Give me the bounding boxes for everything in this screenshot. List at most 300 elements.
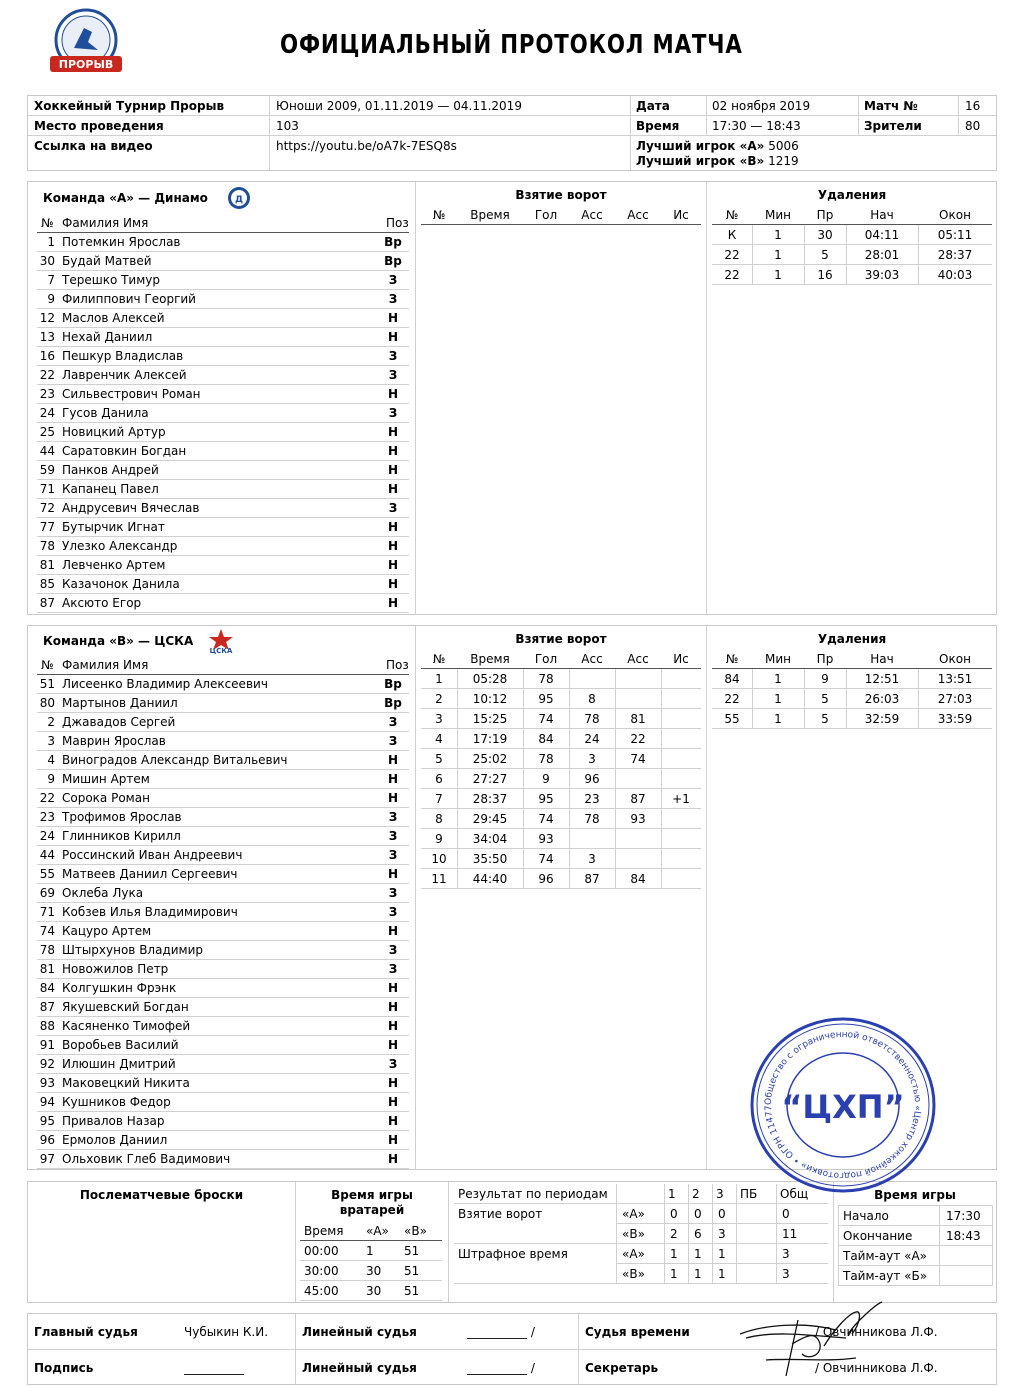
player-row <box>37 903 409 922</box>
cell-divider <box>615 729 616 748</box>
player-number: 59 <box>39 463 55 477</box>
player-position: З <box>388 848 398 862</box>
player-position: З <box>388 829 398 843</box>
player-number: 4 <box>47 753 55 767</box>
player-name: Касяненко Тимофей <box>62 1019 191 1033</box>
penalty-cell: 1 <box>774 712 782 726</box>
goal-cell: 6 <box>435 772 443 786</box>
cell-divider <box>615 849 616 868</box>
player-row <box>37 290 409 309</box>
player-name: Сорока Роман <box>62 791 150 805</box>
cell-divider <box>661 729 662 748</box>
goalie-time-cell: 51 <box>404 1244 420 1258</box>
goal-row <box>421 749 701 769</box>
player-name: Мартынов Даниил <box>62 696 178 710</box>
cell-divider <box>661 669 662 688</box>
player-row <box>37 1093 409 1112</box>
player-number: 71 <box>39 482 55 496</box>
penalty-cell: 16 <box>817 268 833 282</box>
cell-divider <box>846 669 847 688</box>
team-a-col-num: № <box>41 216 54 230</box>
goal-cell: 74 <box>630 752 646 766</box>
goal-cell: 74 <box>538 712 554 726</box>
player-position: Н <box>387 867 399 881</box>
player-number: 78 <box>39 943 55 957</box>
penalties-column-header: Мин <box>765 652 791 666</box>
best-player-b-value: 1219 <box>768 154 799 168</box>
player-position: З <box>388 273 398 287</box>
player-name: Новицкий Артур <box>62 425 166 439</box>
player-position: Н <box>387 1038 399 1052</box>
cell-divider <box>457 849 458 868</box>
player-position: Н <box>387 444 399 458</box>
goals-column-header: Ис <box>673 652 689 666</box>
player-row <box>37 442 409 461</box>
goal-row <box>421 689 701 709</box>
player-row <box>37 499 409 518</box>
player-name: Маслов Алексей <box>62 311 165 325</box>
player-number: 97 <box>39 1152 55 1166</box>
goals-column-header: Асс <box>627 208 649 222</box>
cell-divider <box>457 829 458 848</box>
player-row <box>37 1131 409 1150</box>
team-b-title: Команда «В» — ЦСКА <box>43 634 194 648</box>
goal-cell: 78 <box>538 752 554 766</box>
player-position: Н <box>387 1019 399 1033</box>
period-value: 6 <box>694 1227 702 1241</box>
player-number: 7 <box>47 273 55 287</box>
cell-divider <box>569 789 570 808</box>
player-number: 93 <box>39 1076 55 1090</box>
cell-divider <box>615 829 616 848</box>
player-row <box>37 1055 409 1074</box>
line-referee-1-value: __________ / <box>467 1325 535 1339</box>
player-position: З <box>388 368 398 382</box>
cell-divider <box>523 729 524 748</box>
player-row <box>37 713 409 732</box>
best-player-b-label: Лучший игрок «В» <box>636 154 765 168</box>
timekeeper-label: Судья времени <box>585 1325 690 1339</box>
cell-divider <box>918 245 919 264</box>
player-number: 91 <box>39 1038 55 1052</box>
cell-divider <box>523 809 524 828</box>
player-number: 92 <box>39 1057 55 1071</box>
player-name: Бутырчик Игнат <box>62 520 165 534</box>
cell-divider <box>804 709 805 728</box>
player-position: Н <box>387 1095 399 1109</box>
player-row <box>37 575 409 594</box>
player-name: Матвеев Даниил Сергеевич <box>62 867 238 881</box>
team-a-col-name: Фамилия Имя <box>62 216 149 230</box>
player-number: 9 <box>47 292 55 306</box>
goalie-time-cell: 51 <box>404 1264 420 1278</box>
column-divider <box>776 1184 777 1284</box>
goal-cell: 29:45 <box>472 812 508 826</box>
player-name: Якушевский Богдан <box>62 1000 189 1014</box>
cell-divider <box>846 245 847 264</box>
penalty-cell: 1 <box>774 228 782 242</box>
goal-row <box>421 829 701 849</box>
player-row <box>37 770 409 789</box>
player-row <box>37 751 409 770</box>
head-referee-label: Главный судья <box>34 1325 138 1339</box>
secretary-label: Секретарь <box>585 1361 659 1375</box>
goal-cell: 9 <box>435 832 443 846</box>
player-row <box>37 846 409 865</box>
penalty-row <box>712 245 992 265</box>
goal-cell: 93 <box>630 812 646 826</box>
cell-divider <box>615 869 616 888</box>
penalties-column-header: Нач <box>870 652 894 666</box>
team-b-col-name: Фамилия Имя <box>62 658 149 672</box>
cell-divider <box>752 225 753 244</box>
periods-pim-label: Штрафное время <box>458 1247 568 1261</box>
goal-row <box>421 869 701 889</box>
cell-divider <box>661 709 662 728</box>
goal-cell: 95 <box>538 792 554 806</box>
tournament-logo <box>44 8 128 78</box>
player-name: Джавадов Сергей <box>62 715 176 729</box>
player-row <box>37 366 409 385</box>
player-position: З <box>388 810 398 824</box>
player-name: Нехай Даниил <box>62 330 153 344</box>
player-position: Вр <box>384 677 402 691</box>
player-position: З <box>388 886 398 900</box>
team-b-penalties-title: Удаления <box>817 632 887 646</box>
penalties-header-row <box>712 649 992 669</box>
penalty-cell: К <box>727 228 737 242</box>
goal-row <box>421 769 701 789</box>
period-team-tag: «В» <box>622 1227 645 1241</box>
player-row <box>37 233 409 252</box>
player-name: Ольховик Глеб Вадимович <box>62 1152 231 1166</box>
penalty-cell: 55 <box>724 712 740 726</box>
cell-divider <box>457 789 458 808</box>
goals-column-header: № <box>432 652 446 666</box>
penalties-header-row <box>712 205 992 225</box>
venue-value: 103 <box>276 119 299 133</box>
team-a-col-pos: Поз <box>386 216 409 230</box>
player-position: Вр <box>384 254 402 268</box>
head-referee-value: Чубыкин К.И. <box>184 1325 269 1339</box>
goalie-time-cell: 30:00 <box>304 1264 339 1278</box>
player-name: Филиппович Георгий <box>62 292 196 306</box>
player-row <box>37 537 409 556</box>
video-link[interactable]: https://youtu.be/oA7k-7ESQ8s <box>276 139 457 153</box>
goal-row <box>421 709 701 729</box>
player-number: 23 <box>39 810 55 824</box>
penalties-column-header: Нач <box>870 208 894 222</box>
period-value: 1 <box>670 1267 678 1281</box>
column-divider <box>664 1184 665 1284</box>
goal-cell: 96 <box>538 872 554 886</box>
cell-divider <box>661 689 662 708</box>
player-name: Гусов Данила <box>62 406 149 420</box>
period-value: 1 <box>670 1247 678 1261</box>
goal-cell: +1 <box>672 792 690 806</box>
svg-text:Д: Д <box>234 195 244 205</box>
player-row <box>37 732 409 751</box>
player-number: 71 <box>39 905 55 919</box>
column-divider <box>688 1184 689 1284</box>
player-position: Н <box>387 520 399 534</box>
page-title: ОФИЦИАЛЬНЫЙ ПРОТОКОЛ МАТЧА <box>280 30 743 60</box>
goal-cell: 10:12 <box>472 692 508 706</box>
player-name: Привалов Назар <box>62 1114 165 1128</box>
player-name: Левченко Артем <box>62 558 166 572</box>
cell-divider <box>457 729 458 748</box>
goals-column-header: Асс <box>581 208 603 222</box>
penalty-cell: 32:59 <box>864 712 900 726</box>
cell-divider <box>661 789 662 808</box>
cell-divider <box>661 829 662 848</box>
cell-divider <box>846 265 847 284</box>
cell-divider <box>615 669 616 688</box>
player-name: Аксюто Егор <box>62 596 142 610</box>
player-name: Маковецкий Никита <box>62 1076 190 1090</box>
penalties-column-header: Пр <box>816 208 834 222</box>
goal-cell: 44:40 <box>472 872 508 886</box>
player-number: 24 <box>39 406 55 420</box>
svg-text:ЦСКА: ЦСКА <box>209 647 233 654</box>
penalty-row <box>712 225 992 245</box>
player-row <box>37 556 409 575</box>
player-number: 85 <box>39 577 55 591</box>
timekeeper-value: / Овчинникова Л.Ф. <box>815 1325 938 1339</box>
player-name: Воробьев Василий <box>62 1038 179 1052</box>
player-row <box>37 347 409 366</box>
player-name: Капанец Павел <box>62 482 159 496</box>
goal-cell: 17:19 <box>472 732 508 746</box>
player-position: Н <box>387 539 399 553</box>
player-row <box>37 404 409 423</box>
goalie-time-column-header: «В» <box>404 1224 427 1238</box>
line-referee-2-label: Линейный судья <box>302 1361 417 1375</box>
player-position: Н <box>387 577 399 591</box>
player-position: Н <box>387 1114 399 1128</box>
team-b-col-num: № <box>41 658 54 672</box>
period-value: 1 <box>718 1267 726 1281</box>
match-number-value: 16 <box>965 99 981 113</box>
cell-divider <box>804 225 805 244</box>
player-position: Н <box>387 558 399 572</box>
cell-divider <box>523 849 524 868</box>
cell-divider <box>523 749 524 768</box>
match-number-label: Матч № <box>864 99 918 113</box>
player-number: 23 <box>39 387 55 401</box>
penalty-cell: 1 <box>774 248 782 262</box>
player-row <box>37 675 409 694</box>
goal-row <box>421 669 701 689</box>
goal-cell: 93 <box>538 832 554 846</box>
cell-divider <box>569 869 570 888</box>
player-row <box>37 922 409 941</box>
player-position: З <box>388 962 398 976</box>
player-row <box>37 423 409 442</box>
cell-divider <box>615 789 616 808</box>
best-player-a-label: Лучший игрок «А» <box>636 139 765 153</box>
cell-divider <box>457 769 458 788</box>
goalie-time-cell: 30 <box>366 1264 382 1278</box>
end-label: Окончание <box>843 1229 913 1243</box>
player-number: 74 <box>39 924 55 938</box>
periods-goals-label: Взятие ворот <box>458 1207 543 1221</box>
goal-cell: 8 <box>588 692 596 706</box>
player-name: Сильвестрович Роман <box>62 387 201 401</box>
goals-header-row <box>421 205 701 225</box>
goal-cell: 87 <box>584 872 600 886</box>
period-column-header: 2 <box>692 1187 700 1201</box>
player-name: Колгушкин Фрэнк <box>62 981 177 995</box>
timeout-b-label: Тайм-аут «Б» <box>843 1269 928 1283</box>
player-name: Лавренчик Алексей <box>62 368 187 382</box>
player-row <box>37 1150 409 1169</box>
cell-divider <box>457 669 458 688</box>
goal-cell: 96 <box>584 772 600 786</box>
player-name: Кацуро Артем <box>62 924 152 938</box>
player-name: Илюшин Дмитрий <box>62 1057 176 1071</box>
player-name: Глинников Кирилл <box>62 829 181 843</box>
penalty-cell: 9 <box>821 672 829 686</box>
goal-cell: 95 <box>538 692 554 706</box>
best-player-a-value: 5006 <box>768 139 799 153</box>
goal-cell: 78 <box>584 812 600 826</box>
cell-divider <box>569 669 570 688</box>
cell-divider <box>752 709 753 728</box>
period-value: 0 <box>718 1207 726 1221</box>
period-column-header: Общ <box>780 1187 809 1201</box>
goals-column-header: Гол <box>534 652 558 666</box>
shootout-title: Послематчевые броски <box>79 1188 244 1202</box>
cell-divider <box>523 669 524 688</box>
game-time-title: Время игры <box>874 1188 956 1202</box>
goal-cell: 5 <box>435 752 443 766</box>
player-number: 55 <box>39 867 55 881</box>
period-value: 3 <box>782 1247 790 1261</box>
player-position: Н <box>387 1152 399 1166</box>
player-number: 9 <box>47 772 55 786</box>
row-divider <box>616 1263 828 1264</box>
period-column-header: 3 <box>716 1187 724 1201</box>
player-row <box>37 271 409 290</box>
spectators-label: Зрители <box>864 119 922 133</box>
player-number: 80 <box>39 696 55 710</box>
team-b-goals-title: Взятие ворот <box>515 632 607 646</box>
date-label: Дата <box>636 99 670 113</box>
goal-cell: 74 <box>538 812 554 826</box>
penalty-cell: 05:11 <box>937 228 973 242</box>
player-position: З <box>388 1057 398 1071</box>
goal-cell: 2 <box>435 692 443 706</box>
player-row <box>37 979 409 998</box>
cell-divider <box>615 689 616 708</box>
player-number: 87 <box>39 596 55 610</box>
team-b-col-pos: Поз <box>386 658 409 672</box>
penalty-row <box>712 689 992 709</box>
time-value: 17:30 — 18:43 <box>712 119 801 133</box>
penalty-cell: 1 <box>774 268 782 282</box>
player-name: Трофимов Ярослав <box>62 810 182 824</box>
cell-divider <box>569 849 570 868</box>
goalie-time-row <box>300 1241 442 1261</box>
penalty-row <box>712 669 992 689</box>
goal-cell: 11 <box>431 872 447 886</box>
cell-divider <box>523 689 524 708</box>
stamp-ring-text: Общество с ограниченной ответственностью «Центр хоккейной подготовки» • ОГРН 11477 <box>763 1029 923 1181</box>
penalty-cell: 26:03 <box>864 692 900 706</box>
team-a-logo <box>227 186 251 210</box>
penalty-cell: 5 <box>821 712 829 726</box>
goal-cell: 1 <box>435 672 443 686</box>
timeout-a-label: Тайм-аут «А» <box>843 1249 928 1263</box>
player-position: Н <box>387 981 399 995</box>
penalty-cell: 5 <box>821 692 829 706</box>
player-number: 84 <box>39 981 55 995</box>
player-position: Н <box>387 330 399 344</box>
spectators-value: 80 <box>965 119 981 133</box>
goal-cell: 74 <box>538 852 554 866</box>
player-position: Н <box>387 425 399 439</box>
row-divider <box>616 1283 828 1284</box>
venue-label: Место проведения <box>34 119 164 133</box>
player-position: З <box>388 734 398 748</box>
penalty-cell: 40:03 <box>937 268 973 282</box>
player-number: 44 <box>39 848 55 862</box>
team-a-goals-title: Взятие ворот <box>515 188 607 202</box>
goal-cell: 87 <box>630 792 646 806</box>
goal-cell: 35:50 <box>472 852 508 866</box>
period-value: 1 <box>694 1267 702 1281</box>
cell-divider <box>752 669 753 688</box>
period-team-tag: «А» <box>622 1207 645 1221</box>
row-divider <box>454 1283 616 1284</box>
cell-divider <box>457 689 458 708</box>
period-column-header: 1 <box>668 1187 676 1201</box>
goal-cell: 3 <box>588 752 596 766</box>
player-name: Маврин Ярослав <box>62 734 166 748</box>
player-position: З <box>388 715 398 729</box>
player-position: Н <box>387 1133 399 1147</box>
goalie-time-column-header: «А» <box>366 1224 389 1238</box>
penalty-cell: 04:11 <box>864 228 900 242</box>
player-number: 44 <box>39 444 55 458</box>
cell-divider <box>569 709 570 728</box>
goalie-time-column-header: Время <box>304 1224 344 1238</box>
player-row <box>37 252 409 271</box>
cell-divider <box>615 709 616 728</box>
cell-divider <box>523 869 524 888</box>
penalties-column-header: Мин <box>765 208 791 222</box>
player-position: Н <box>387 1000 399 1014</box>
time-label: Время <box>636 119 680 133</box>
stamp-center-text: “ЦХП” <box>781 1088 905 1126</box>
player-position: З <box>388 501 398 515</box>
player-number: 77 <box>39 520 55 534</box>
cell-divider <box>846 689 847 708</box>
team-b-logo <box>207 628 235 654</box>
cell-divider <box>569 769 570 788</box>
goal-cell: 34:04 <box>472 832 508 846</box>
goal-cell: 8 <box>435 812 443 826</box>
cell-divider <box>918 709 919 728</box>
player-number: 25 <box>39 425 55 439</box>
goalie-time-cell: 1 <box>366 1244 374 1258</box>
player-position: З <box>388 406 398 420</box>
cell-divider <box>615 769 616 788</box>
goal-cell: 78 <box>538 672 554 686</box>
player-row <box>37 694 409 713</box>
cell-divider <box>457 869 458 888</box>
